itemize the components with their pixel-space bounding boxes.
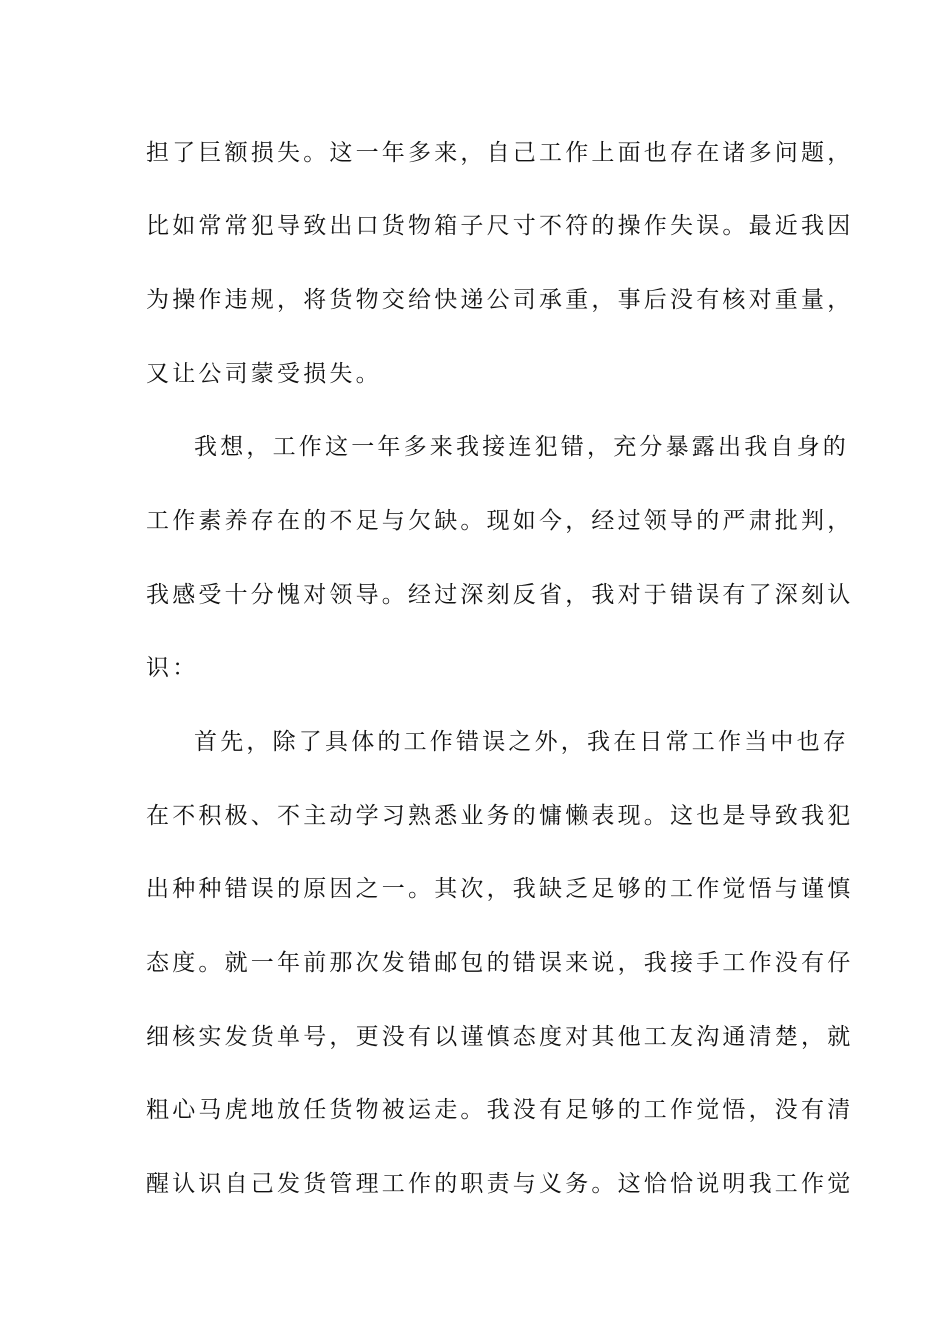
text-line: 在不积极、不主动学习熟悉业务的慵懒表现。这也是导致我犯: [146, 803, 854, 829]
text-line: 识：: [146, 655, 199, 681]
text-line: 工作素养存在的不足与欠缺。现如今，经过领导的严肃批判，: [146, 508, 854, 534]
text-line: 细核实发货单号，更没有以谨慎态度对其他工友沟通清楚，就: [146, 1024, 854, 1050]
text-line: 为操作违规，将货物交给快递公司承重，事后没有核对重量，: [146, 287, 854, 313]
text-line: 又让公司蒙受损失。: [146, 361, 382, 387]
text-line: 粗心马虎地放任货物被运走。我没有足够的工作觉悟，没有清: [146, 1097, 854, 1123]
text-line: 我感受十分愧对领导。经过深刻反省，我对于错误有了深刻认: [146, 582, 854, 608]
paragraph-first-line: 我想，工作这一年多来我接连犯错，充分暴露出我自身的: [194, 434, 849, 460]
text-line: 态度。就一年前那次发错邮包的错误来说，我接手工作没有仔: [146, 950, 854, 976]
text-line: 担了巨额损失。这一年多来，自己工作上面也存在诸多问题，: [146, 140, 854, 166]
text-line: 醒认识自己发货管理工作的职责与义务。这恰恰说明我工作觉: [146, 1171, 854, 1197]
text-line: 出种种错误的原因之一。其次，我缺乏足够的工作觉悟与谨慎: [146, 876, 854, 902]
paragraph-first-line: 首先，除了具体的工作错误之外，我在日常工作当中也存: [194, 729, 849, 755]
text-line: 比如常常犯导致出口货物箱子尺寸不符的操作失误。最近我因: [146, 213, 854, 239]
